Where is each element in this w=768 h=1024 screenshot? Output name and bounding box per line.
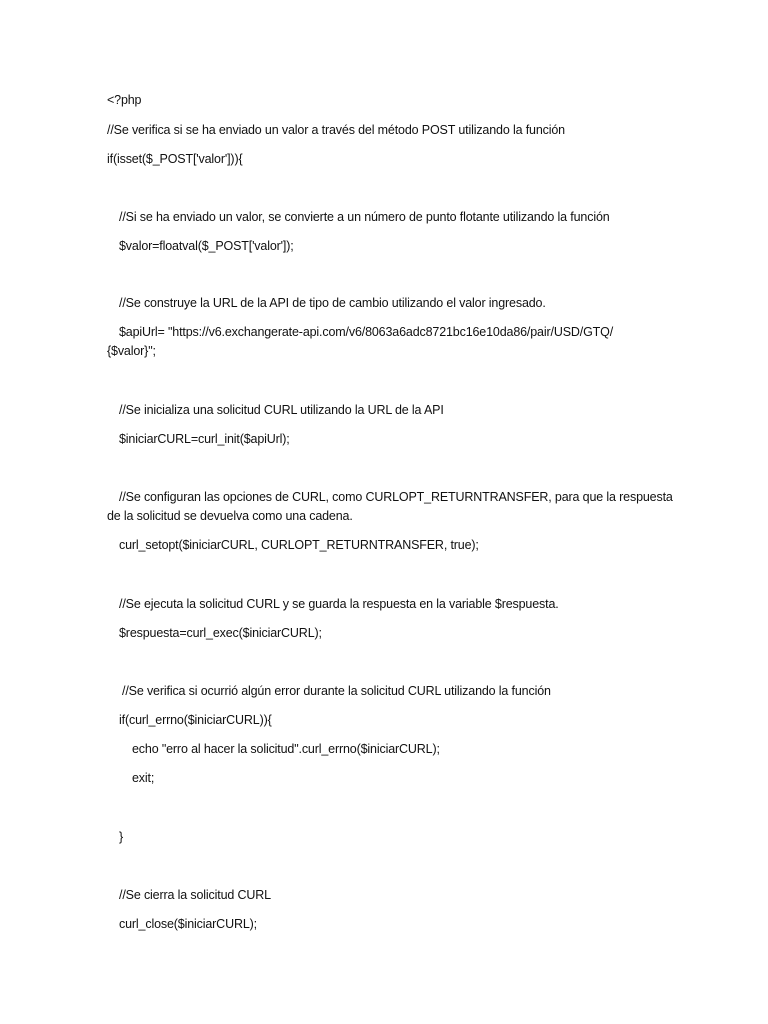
code-line: if(curl_errno($iniciarCURL)){	[119, 713, 272, 727]
comment-line: //Si se ha enviado un valor, se convierte a un número de punto flotante utilizando la función	[119, 210, 610, 224]
code-line: curl_close($iniciarCURL);	[119, 917, 257, 931]
comment-line: //Se ejecuta la solicitud CURL y se guarda la respuesta en la variable $respuesta.	[119, 597, 559, 611]
comment-line: //Se verifica si ocurrió algún error durante la solicitud CURL utilizando la función	[122, 684, 551, 698]
code-line-continued: {$valor}";	[107, 344, 156, 358]
comment-line: //Se verifica si se ha enviado un valor a través del método POST utilizando la función	[107, 123, 565, 137]
code-line: echo "erro al hacer la solicitud".curl_errno($iniciarCURL);	[132, 742, 440, 756]
comment-line: //Se configuran las opciones de CURL, como CURLOPT_RETURNTRANSFER, para que la respuesta	[119, 490, 673, 504]
php-open-tag: <?php	[107, 93, 142, 107]
closing-brace: }	[119, 830, 124, 844]
code-line: $respuesta=curl_exec($iniciarCURL);	[119, 626, 322, 640]
code-line: $iniciarCURL=curl_init($apiUrl);	[119, 432, 290, 446]
code-line: $valor=floatval($_POST['valor']);	[119, 239, 294, 253]
comment-line-continued: de la solicitud se devuelva como una cadena.	[107, 509, 353, 523]
comment-line: //Se cierra la solicitud CURL	[119, 888, 271, 902]
code-line: $apiUrl= "https://v6.exchangerate-api.com/v6/8063a6adc8721bc16e10da86/pair/USD/GTQ/	[119, 325, 614, 339]
comment-line: //Se inicializa una solicitud CURL utilizando la URL de la API	[119, 403, 444, 417]
code-line: if(isset($_POST['valor'])){	[107, 152, 243, 166]
comment-line: //Se construye la URL de la API de tipo de cambio utilizando el valor ingresado.	[119, 296, 546, 310]
code-line: curl_setopt($iniciarCURL, CURLOPT_RETURNTRANSFER, true);	[119, 538, 479, 552]
code-line: exit;	[132, 771, 155, 785]
